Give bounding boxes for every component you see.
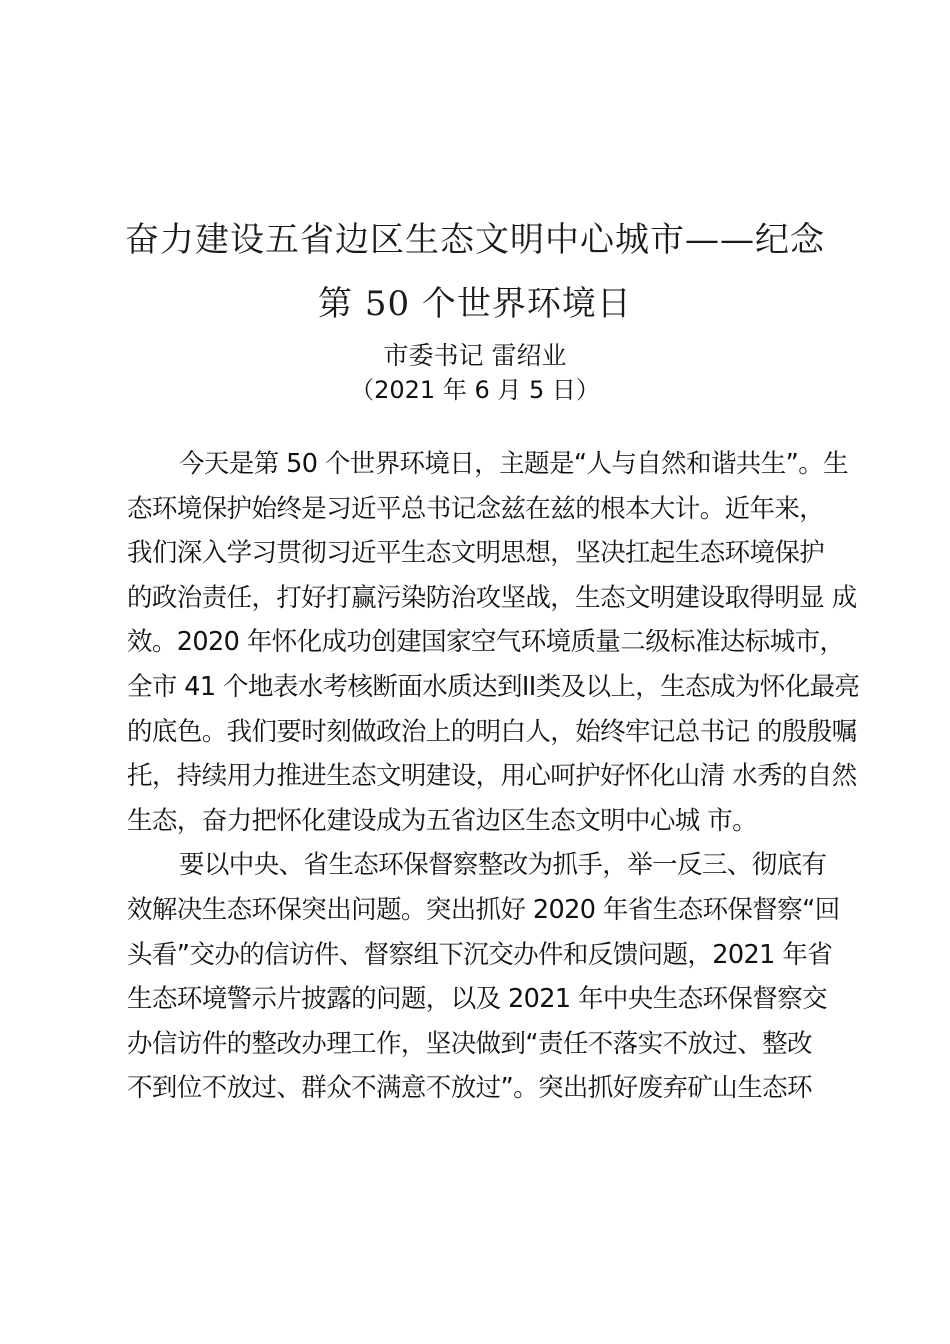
document-author: 市委书记 雷绍业 — [383, 341, 567, 370]
paragraph-line: 的政治责任，打好打赢污染防治攻坚战，生态文明建设取得明显 成 — [127, 582, 857, 613]
paragraph-line: 生态，奋力把怀化建设成为五省边区生态文明中心城 市。 — [127, 805, 758, 836]
paragraph-line: 态环境保护始终是习近平总书记念兹在兹的根本大计。近年来， — [127, 493, 825, 524]
paragraph-2 — [127, 843, 867, 1111]
paragraph-line: 效。2020 年怀化成功创建国家空气环境质量二级标准达标城市， — [127, 627, 845, 658]
paragraph-line: 今天是第 50 个世界环境日，主题是“人与自然和谐共生”。生 — [179, 449, 849, 479]
paragraph-line: 要以中央、省生态环保督察整改为抓手，举一反三、彻底有 — [179, 850, 827, 881]
paragraph-line: 办信访件的整改办理工作，坚决做到“责任不落实不放过、整改 — [127, 1028, 812, 1059]
paragraph-line: 的底色。我们要时刻做政治上的明白人，始终牢记总书记 的殷殷嘱 — [127, 716, 857, 747]
document-title-line-2: 第 50 个世界环境日 — [318, 284, 632, 324]
paragraph-line: 生态环境警示片披露的问题，以及 2021 年中央生态环保督察交 — [127, 984, 828, 1015]
paragraph-line: 效解决生态环保突出问题。突出抓好 2020 年省生态环保督察“回 — [127, 894, 840, 925]
paragraph-1 — [127, 442, 867, 843]
paragraph-line: 头看”交办的信访件、督察组下沉交办件和反馈问题，2021 年省 — [127, 939, 833, 970]
paragraph-line: 全市 41 个地表水考核断面水质达到II类及以上，生态成为怀化最亮 — [127, 671, 860, 702]
document-title-line-1: 奋力建设五省边区生态文明中心城市——纪念 — [125, 220, 825, 260]
document-date: （2021 年 6 月 5 日） — [350, 376, 600, 404]
document-body — [127, 442, 867, 1111]
paragraph-line: 不到位不放过、群众不满意不放过”。突出抓好废弃矿山生态环 — [127, 1073, 812, 1104]
paragraph-line: 我们深入学习贯彻习近平生态文明思想，坚决扛起生态环境保护 — [127, 538, 825, 569]
paragraph-line: 托，持续用力推进生态文明建设，用心呵护好怀化山清 水秀的自然 — [127, 761, 857, 792]
